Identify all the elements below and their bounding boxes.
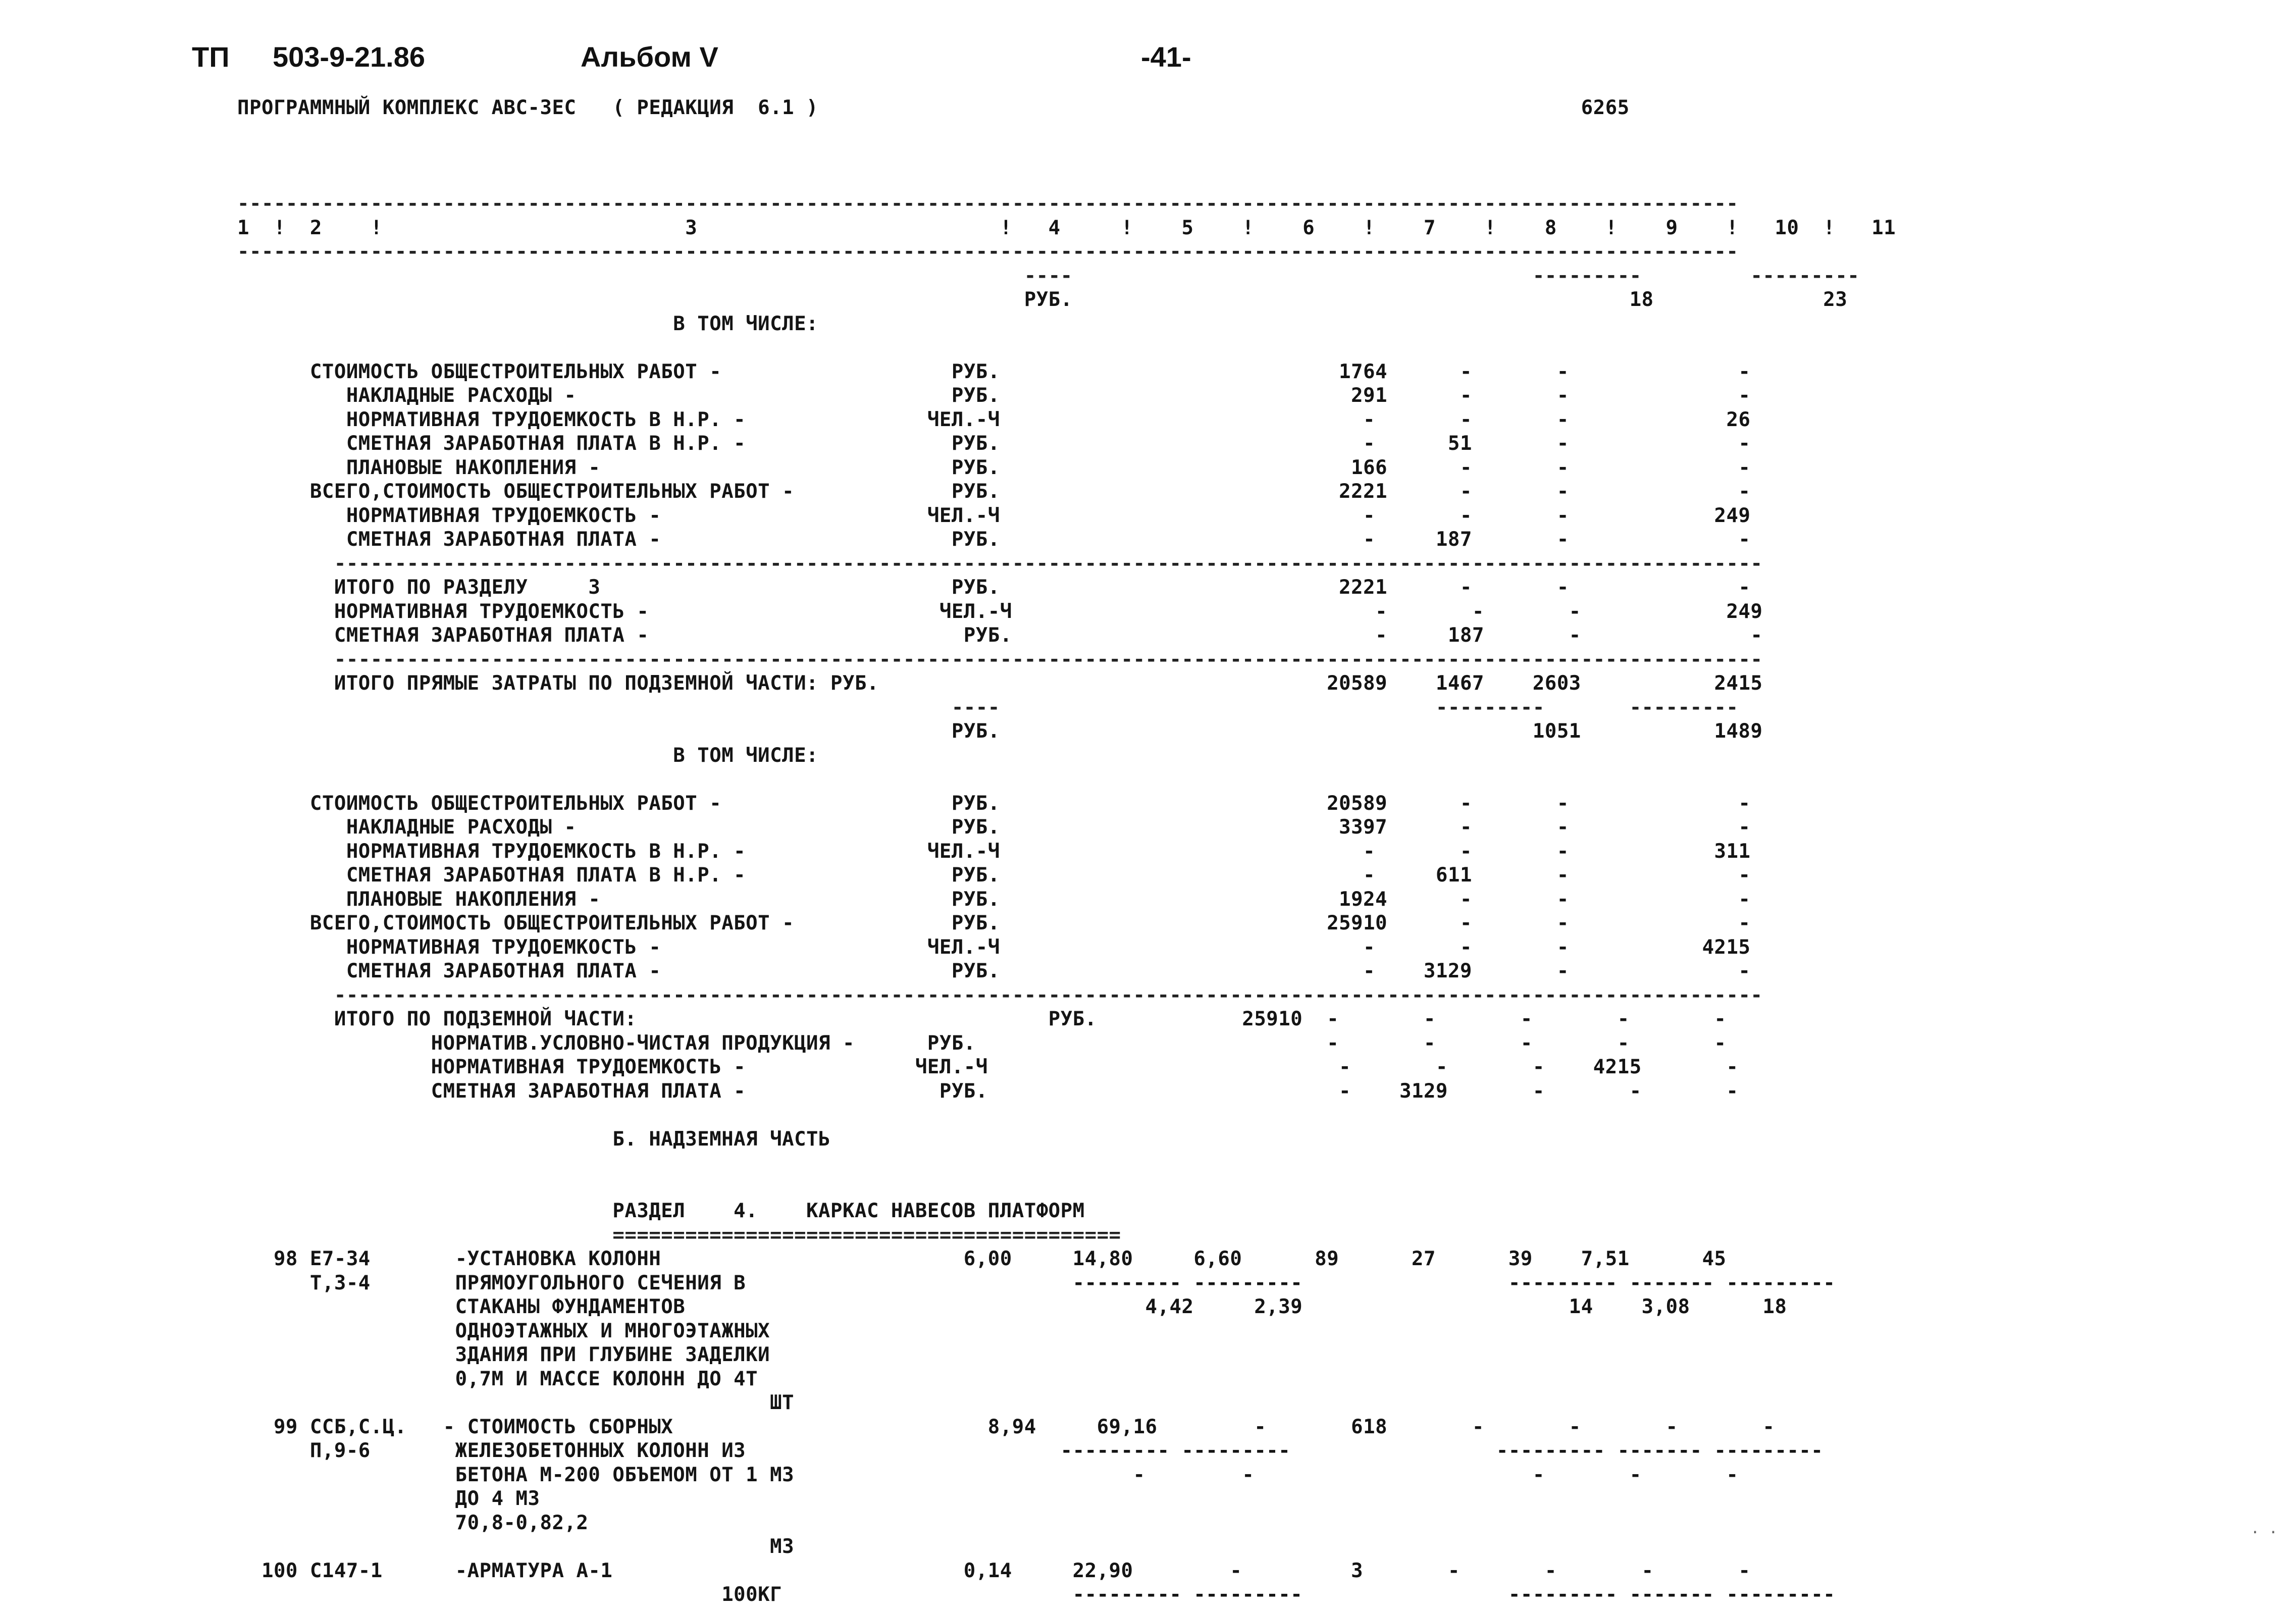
report-line: НОРМАТИВНАЯ ТРУДОЕМКОСТЬ - ЧЕЛ.-Ч - - - 4215 - [237, 1056, 1739, 1078]
report-line: ШТ [237, 1391, 795, 1414]
report-line: НОРМАТИВНАЯ ТРУДОЕМКОСТЬ В Н.Р. - ЧЕЛ.-Ч - - - 311 [237, 840, 1751, 863]
report-line [237, 1151, 1896, 1175]
report-line: СТОИМОСТЬ ОБЩЕСТРОИТЕЛЬНЫХ РАБОТ - РУБ. 20589 - - - [237, 792, 1751, 815]
report-line: ИТОГО ПО РАЗДЕЛУ 3 РУБ. 2221 - - - [237, 576, 1751, 599]
report-line: 99 ССБ,С.Ц. - СТОИМОСТЬ СБОРНЫХ 8,94 69,16 - 618 - - - - [237, 1415, 1775, 1438]
report-line: РАЗДЕЛ 4. КАРКАС НАВЕСОВ ПЛАТФОРМ [237, 1200, 1085, 1222]
report-line: ---------------------------------------------------------------------------------------------------------------------------- [237, 240, 1739, 263]
report-line: СМЕТНАЯ ЗАРАБОТНАЯ ПЛАТА В Н.Р. - РУБ. - 611 - - [237, 864, 1751, 887]
report-line: СТАКАНЫ ФУНДАМЕНТОВ 4,42 2,39 14 3,08 18 [237, 1295, 1787, 1318]
report-line: СМЕТНАЯ ЗАРАБОТНАЯ ПЛАТА - РУБ. - 3129 - - - [237, 1079, 1739, 1103]
report-line [237, 767, 1896, 792]
report-line: ========================================== [237, 1223, 1121, 1247]
report-line: М3 [237, 1535, 795, 1558]
report-line: ---- --------- --------- [237, 264, 1860, 287]
report-line: ПЛАНОВЫЕ НАКОПЛЕНИЯ - РУБ. 1924 - - - [237, 888, 1751, 911]
report-line: Б. НАДЗЕМНАЯ ЧАСТЬ [237, 1127, 831, 1151]
report-line: НОРМАТИВНАЯ ТРУДОЕМКОСТЬ В Н.Р. - ЧЕЛ.-Ч - - - 26 [237, 408, 1751, 431]
report-line: СТОИМОСТЬ ОБЩЕСТРОИТЕЛЬНЫХ РАБОТ - РУБ. 1764 - - - [237, 360, 1751, 383]
report-line: РУБ. 1051 1489 [237, 720, 1763, 743]
report-line [237, 120, 1896, 144]
report-line: 100КГ --------- --------- --------- ------- --------- [237, 1583, 1836, 1606]
report-line: СМЕТНАЯ ЗАРАБОТНАЯ ПЛАТА В Н.Р. - РУБ. - 51 - - [237, 432, 1751, 455]
report-line [237, 1103, 1896, 1127]
report-line: ---- --------- --------- [237, 696, 1739, 719]
report-line: НАКЛАДНЫЕ РАСХОДЫ - РУБ. 3397 - - - [237, 816, 1751, 839]
report-line: В ТОМ ЧИСЛЕ: [237, 312, 819, 335]
report-line [237, 1175, 1896, 1200]
report-line: ЗДАНИЯ ПРИ ГЛУБИНЕ ЗАДЕЛКИ [237, 1343, 770, 1366]
report-line: БЕТОНА М-200 ОБЪЕМОМ ОТ 1 М3 - - - - - [237, 1463, 1739, 1486]
report-line: НОРМАТИВ.УСЛОВНО-ЧИСТАЯ ПРОДУКЦИЯ - РУБ. - - - - - [237, 1031, 1727, 1055]
report-line: ---------------------------------------------------------------------------------------------------------------------- [237, 552, 1763, 575]
report-line: ---------------------------------------------------------------------------------------------------------------------------- [237, 192, 1739, 215]
program-title-line: ПРОГРАММНЫЙ КОМПЛЕКС АВС-3ЕС ( РЕДАКЦИЯ 6.1 ) 6265 [237, 96, 1630, 119]
report-line: ИТОГО ПРЯМЫЕ ЗАТРАТЫ ПО ПОДЗЕМНОЙ ЧАСТИ: РУБ. 20589 1467 2603 2415 [237, 672, 1763, 695]
report-line: 98 Е7-34 -УСТАНОВКА КОЛОНН 6,00 14,80 6,60 89 27 39 7,51 45 [237, 1248, 1727, 1270]
report-line: П,9-6 ЖЕЛЕЗОБЕТОННЫХ КОЛОНН ИЗ --------- --------- --------- ------- --------- [237, 1439, 1823, 1462]
report-line: ПЛАНОВЫЕ НАКОПЛЕНИЯ - РУБ. 166 - - - [237, 456, 1751, 479]
scan-speck: . . [2250, 1520, 2278, 1537]
report-line: ОДНОЭТАЖНЫХ И МНОГОЭТАЖНЫХ [237, 1319, 770, 1342]
report-line: СМЕТНАЯ ЗАРАБОТНАЯ ПЛАТА - РУБ. - 187 - - [237, 624, 1763, 647]
report-line: НАКЛАДНЫЕ РАСХОДЫ - РУБ. 291 - - - [237, 384, 1751, 407]
report-line [237, 168, 1896, 192]
report-line: ДО 4 М3 [237, 1487, 540, 1510]
report-line: Т,3-4 ПРЯМОУГОЛЬНОГО СЕЧЕНИЯ В --------- --------- --------- ------- --------- [237, 1271, 1836, 1294]
report-line [237, 336, 1896, 360]
report-line: 1 ! 2 ! 3 ! 4 ! 5 ! 6 ! 7 ! 8 ! 9 ! 10 ! 11 [237, 216, 1896, 239]
estimate-printout [237, 96, 1896, 1607]
report-line: 0,7М И МАССЕ КОЛОНН ДО 4Т [237, 1367, 758, 1390]
report-line: СМЕТНАЯ ЗАРАБОТНАЯ ПЛАТА - РУБ. - 3129 - - [237, 960, 1751, 982]
report-line: НОРМАТИВНАЯ ТРУДОЕМКОСТЬ - ЧЕЛ.-Ч - - - 4215 [237, 936, 1751, 959]
report-line: В ТОМ ЧИСЛЕ: [237, 744, 819, 767]
page-number: -41- [1141, 41, 1191, 73]
code-prefix: ТП [192, 41, 230, 73]
project-code: 503-9-21.86 [273, 41, 426, 73]
report-line: ВСЕГО,СТОИМОСТЬ ОБЩЕСТРОИТЕЛЬНЫХ РАБОТ - РУБ. 25910 - - - [237, 912, 1751, 934]
report-line [237, 144, 1896, 168]
album-label: Альбом V [581, 41, 718, 73]
report-line: СМЕТНАЯ ЗАРАБОТНАЯ ПЛАТА - РУБ. - 187 - - [237, 528, 1751, 551]
report-line: ---------------------------------------------------------------------------------------------------------------------- [237, 648, 1763, 671]
report-line: НОРМАТИВНАЯ ТРУДОЕМКОСТЬ - ЧЕЛ.-Ч - - - 249 [237, 504, 1751, 527]
report-line: ---------------------------------------------------------------------------------------------------------------------- [237, 983, 1763, 1007]
report-line: РУБ. 18 23 [237, 288, 1848, 311]
report-line: ИТОГО ПО ПОДЗЕМНОЙ ЧАСТИ: РУБ. 25910 - - - - - [237, 1008, 1727, 1030]
report-line: 70,8-0,82,2 [237, 1511, 589, 1534]
report-line: ВСЕГО,СТОИМОСТЬ ОБЩЕСТРОИТЕЛЬНЫХ РАБОТ - РУБ. 2221 - - - [237, 480, 1751, 503]
report-line: НОРМАТИВНАЯ ТРУДОЕМКОСТЬ - ЧЕЛ.-Ч - - - 249 [237, 600, 1763, 623]
page-header [192, 40, 2104, 81]
report-line: 100 С147-1 -АРМАТУРА А-1 0,14 22,90 - 3 - - - - [237, 1559, 1751, 1582]
